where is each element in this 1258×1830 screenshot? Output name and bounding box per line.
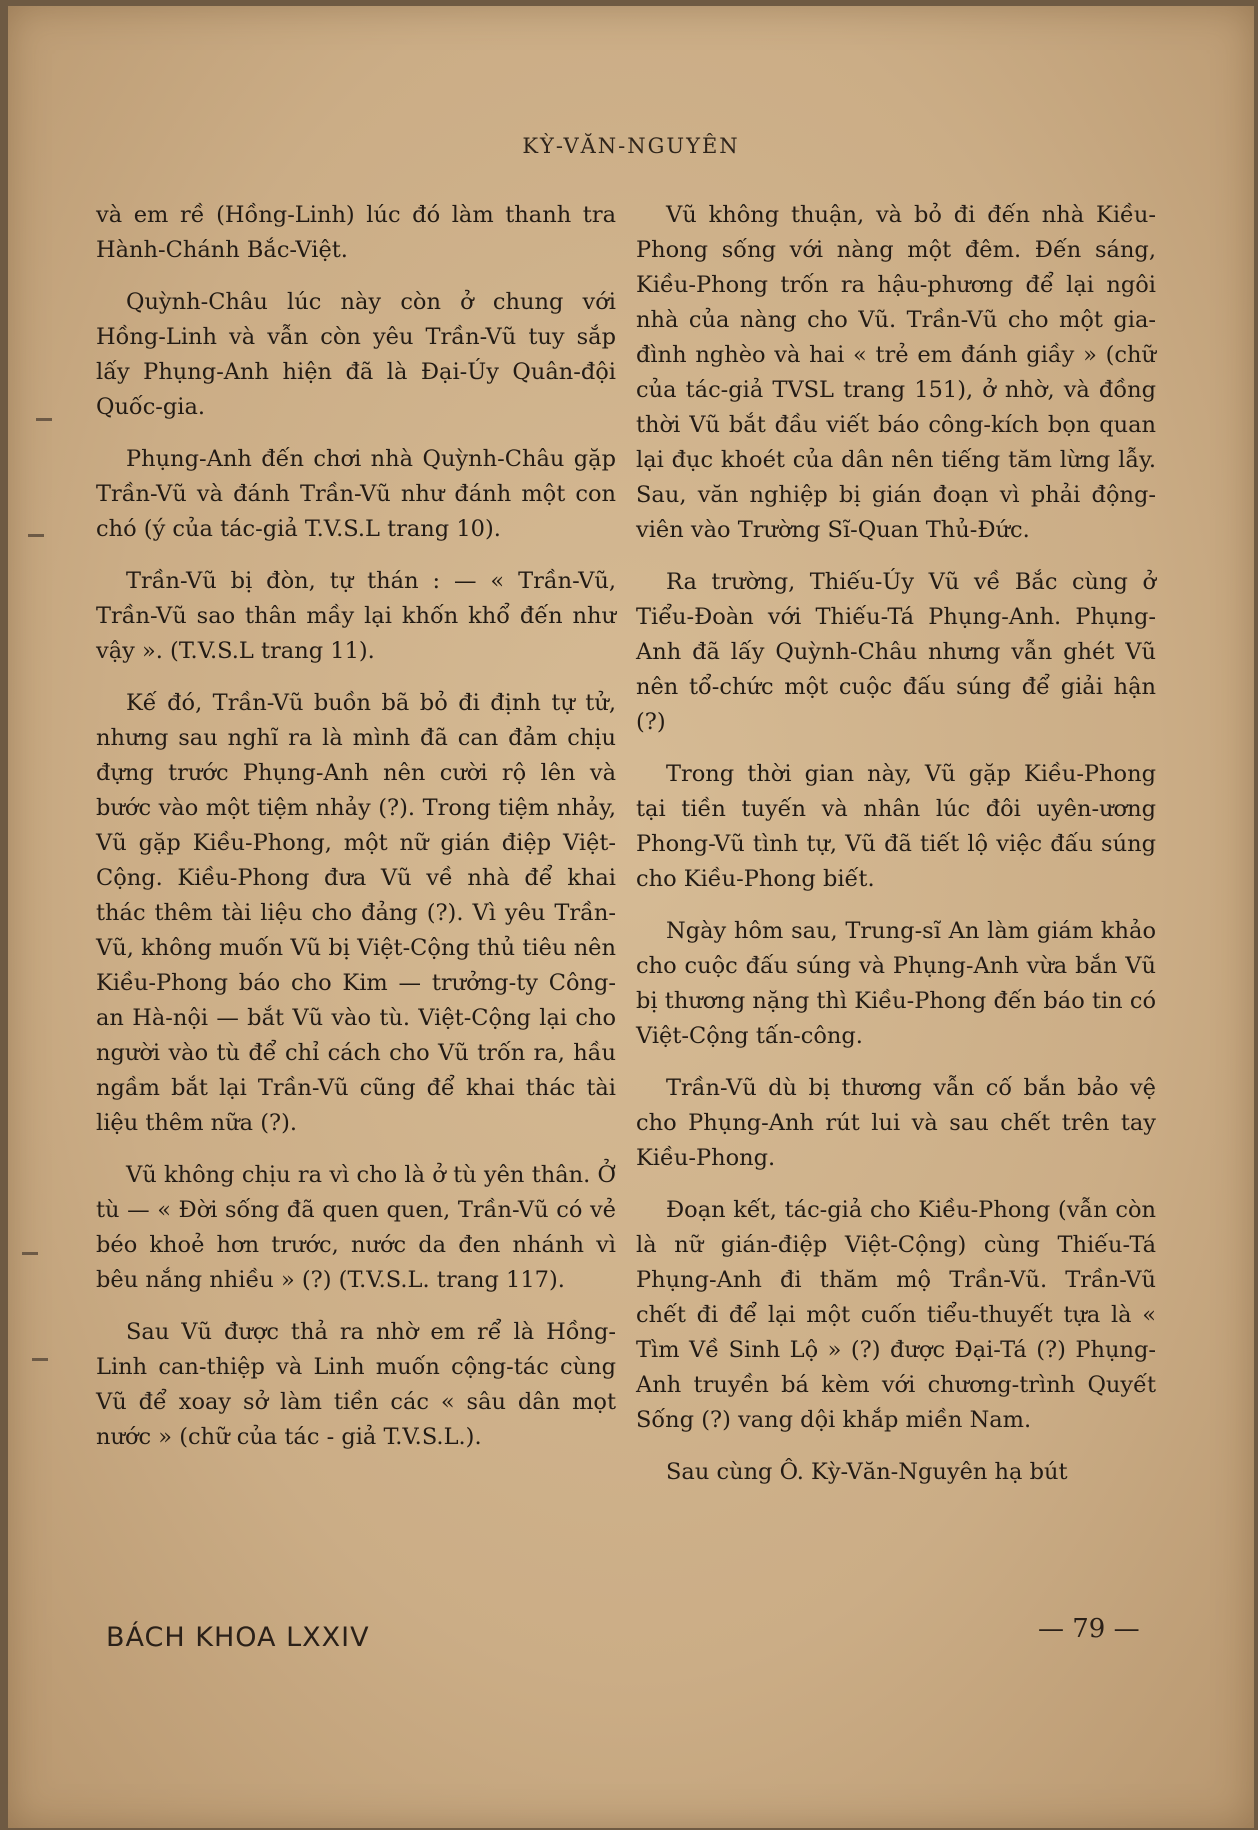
paragraph: Trong thời gian này, Vũ gặp Kiều-Phong tại tiền tuyến và nhân lúc đôi uyên-ương Phong-Vũ tình tự, Vũ đã tiết lộ việc đấu súng cho Kiều-Phong biết.	[636, 761, 1156, 892]
right-column	[636, 198, 1156, 1490]
margin-mark	[28, 534, 44, 537]
paragraph: Sau Vũ được thả ra nhờ em rể là Hồng-Linh can-thiệp và Linh muốn cộng-tác cùng Vũ để xoay sở làm tiền các « sâu dân mọt nước » (chữ của tác - giả T.V.S.L.).	[96, 1319, 616, 1450]
paragraph: Vũ không chịu ra vì cho là ở tù yên thân. Ở tù — « Đời sống đã quen quen, Trần-Vũ có vẻ béo khoẻ hơn trước, nước da đen nhánh vì bêu nắng nhiều » (?) (T.V.S.L. trang 117).	[96, 1162, 616, 1293]
paragraph: Đoạn kết, tác-giả cho Kiều-Phong (vẫn còn là nữ gián-điệp Việt-Cộng) cùng Thiếu-Tá Phụng-Anh đi thăm mộ Trần-Vũ. Trần-Vũ chết đi để lại một cuốn tiểu-thuyết tựa là « Tìm Về Sinh Lộ » (?) được Đại-Tá (?) Phụng-Anh truyền bá kèm với chương-trình Quyết Sống (?) vang dội khắp miền Nam.	[636, 1197, 1156, 1433]
magazine-page	[8, 6, 1254, 1828]
paragraph: Sau cùng Ô. Kỳ-Văn-Nguyên hạ bút	[666, 1459, 1068, 1485]
paragraph: và em rề (Hồng-Linh) lúc đó làm thanh tra Hành-Chánh Bắc-Việt.	[96, 202, 616, 263]
paragraph: Ra trường, Thiếu-Úy Vũ về Bắc cùng ở Tiểu-Đoàn với Thiếu-Tá Phụng-Anh. Phụng-Anh đã lấy Quỳnh-Châu nhưng vẫn ghét Vũ nên tổ-chức một cuộc đấu súng để giải hận (?)	[636, 569, 1156, 735]
magazine-footer: BÁCH KHOA LXXIV	[106, 1622, 370, 1653]
paragraph: Trần-Vũ dù bị thương vẫn cố bắn bảo vệ cho Phụng-Anh rút lui và sau chết trên tay Kiều-Phong.	[636, 1075, 1156, 1171]
paragraph: Quỳnh-Châu lúc này còn ở chung với Hồng-Linh và vẫn còn yêu Trần-Vũ tuy sắp lấy Phụng-Anh hiện đã là Đại-Úy Quân-đội Quốc-gia.	[96, 289, 616, 420]
margin-mark	[22, 1252, 38, 1255]
paragraph: Vũ không thuận, và bỏ đi đến nhà Kiều-Phong sống với nàng một đêm. Đến sáng, Kiều-Phong trốn ra hậu-phương để lại ngôi nhà của nàng cho Vũ. Trần-Vũ cho một gia-đình nghèo và hai « trẻ em đánh giầy » (chữ của tác-giả TVSL trang 151), ở nhờ, và đồng thời Vũ bắt đầu viết báo công-kích bọn quan lại đục khoét của dân nên tiếng tăm lừng lẫy. Sau, văn nghiệp bị gián đoạn vì phải động-viên vào Trường Sĩ-Quan Thủ-Đức.	[636, 202, 1156, 543]
paragraph: Ngày hôm sau, Trung-sĩ An làm giám khảo cho cuộc đấu súng và Phụng-Anh vừa bắn Vũ bị thương nặng thì Kiều-Phong đến báo tin có Việt-Cộng tấn-công.	[636, 918, 1156, 1049]
margin-mark	[36, 418, 52, 421]
paragraph: Trần-Vũ bị đòn, tự thán : — « Trần-Vũ, Trần-Vũ sao thân mầy lại khốn khổ đến như vậy ». (T.V.S.L trang 11).	[96, 568, 616, 664]
paragraph: Kế đó, Trần-Vũ buồn bã bỏ đi định tự tử, nhưng sau nghĩ ra là mình đã can đảm chịu đựng trước Phụng-Anh nên cười rộ lên và bước vào một tiệm nhảy (?). Trong tiệm nhảy, Vũ gặp Kiều-Phong, một nữ gián điệp Việt-Cộng. Kiều-Phong đưa Vũ về nhà để khai thác thêm tài liệu cho đảng (?). Vì yêu Trần-Vũ, không muốn Vũ bị Việt-Cộng thủ tiêu nên Kiều-Phong báo cho Kim — trưởng-ty Công-an Hà-nội — bắt Vũ vào tù. Việt-Cộng lại cho người vào tù để chỉ cách cho Vũ trốn ra, hầu ngầm bắt lại Trần-Vũ cũng để khai thác tài liệu thêm nữa (?).	[96, 690, 616, 1136]
left-column	[96, 198, 616, 1455]
margin-mark	[32, 1358, 48, 1361]
running-header: KỲ-VĂN-NGUYÊN	[522, 134, 740, 158]
page-number: — 79 —	[1038, 1614, 1140, 1644]
paragraph: Phụng-Anh đến chơi nhà Quỳnh-Châu gặp Trần-Vũ và đánh Trần-Vũ như đánh một con chó (ý của tác-giả T.V.S.L trang 10).	[96, 446, 616, 542]
